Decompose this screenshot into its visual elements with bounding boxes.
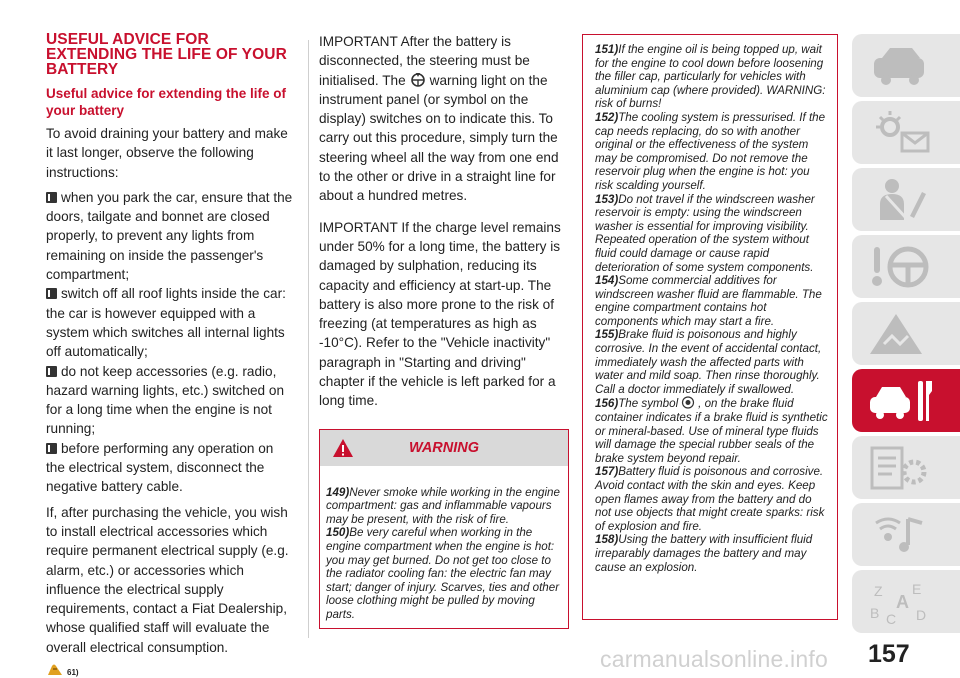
section-subheading: Useful advice for extending the life of your battery — [46, 86, 287, 118]
list-item: switch off all roof lights inside the car: the car is however equipped with a system which switches all internal lights off automatically; — [46, 286, 286, 360]
tab-index[interactable] — [852, 570, 960, 633]
note: 155)Brake fluid is poisonous and highly corrosive. In the event of accidental contact, immediately wash the affected parts with water and mild soap. Then rinse thoroughly. Call a doctor immediately if swallowed. — [595, 328, 822, 396]
tab-lights-warnings[interactable] — [852, 101, 960, 164]
warning-light-icon — [866, 109, 936, 157]
bullet-icon — [46, 288, 57, 299]
column-1 — [46, 32, 296, 677]
chapter-tabs — [852, 34, 960, 637]
column-2 — [319, 32, 569, 629]
svg-text:C: C — [886, 611, 897, 626]
index-letters-icon — [866, 578, 936, 626]
list-item: when you park the car, ensure that the doors, tailgate and bonnet are closed properly, to prevent any lights from remaining on inside the passenger's compartment; — [46, 189, 293, 283]
seatbelt-icon — [866, 176, 936, 224]
important-charge-paragraph: IMPORTANT If the charge level remains under 50% for a long time, the battery is damaged by sulphation, reducing its capacity and efficiency at start-up. The battery is also more prone to the risk of freezing (at temperatures as high as -10°C). Refer to the "Vehicle inactivity" paragraph in "Starting and driving" chapter if the vehicle is left parked for a long time. — [319, 219, 561, 409]
column-divider — [308, 40, 309, 638]
warning-box — [319, 429, 569, 629]
svg-text:D: D — [916, 607, 927, 623]
steering-wheel-icon — [866, 243, 936, 291]
svg-text:E: E — [912, 581, 922, 597]
music-note-icon — [866, 511, 936, 559]
watermark: carmanualsonline.info — [600, 646, 828, 672]
warning-title: WARNING — [408, 439, 480, 456]
list-item: do not keep accessories (e.g. radio, hazard warning lights, etc.) switched on for a long time when the engine is not running; — [46, 363, 285, 437]
list-item: before performing any operation on the electrical system, disconnect the negative battery cable. — [46, 440, 274, 495]
warning-note: 149)Never smoke while working in the engine compartment: gas and inflammable vapours may be present, with the risk of fire. — [326, 485, 560, 526]
reference-note: 61) — [46, 663, 296, 677]
note: 157)Battery fluid is poisonous and corrosive. Avoid contact with the skin and eyes. Keep open flames away from the battery and do not use objects that might create sparks: risk of explosion and fire. — [595, 465, 825, 533]
tab-multimedia[interactable] — [852, 503, 960, 566]
column-3-notes — [582, 34, 838, 620]
tab-maintenance[interactable] — [852, 369, 960, 432]
section-heading: USEFUL ADVICE FOR EXTENDING THE LIFE OF YOUR BATTERY — [46, 31, 287, 78]
note: 152)The cooling system is pressurised. If the cap needs replacing, do so with another original or the effectiveness of the system may be compromised. Do not remove the reservoir plug when the engine is hot: you risk scalding yourself. — [595, 110, 826, 192]
tab-safety[interactable] — [852, 168, 960, 231]
intro-paragraph: To avoid draining your battery and make it last longer, observe the following instructions: — [46, 126, 288, 180]
svg-text:B: B — [870, 605, 880, 621]
gear-document-icon — [866, 444, 936, 492]
svg-text:Z: Z — [874, 583, 883, 599]
important-steering-paragraph: IMPORTANT After the battery is disconnected, the steering must be initialised. The warning light on the instrument panel (or symbol on the display) switches on to indicate this. To carry out this procedure, simply turn the steering wheel all the way from one end to the other or drive in a straight line for about a hundred metres. — [319, 34, 559, 204]
warning-note: 150)Be very careful when working in the engine compartment when the engine is hot: you may get burned. Do not get too close to the radiator cooling fan: the electric fan may start; danger of injury. Scarves, ties and other loose clothing might be pulled by moving parts. — [326, 526, 560, 621]
svg-text:A: A — [896, 592, 909, 612]
tab-starting-driving[interactable] — [852, 235, 960, 298]
warning-body — [320, 466, 568, 628]
note: 158)Using the battery with insufficient fluid irreparably damages the battery and may cause an explosion. — [595, 533, 813, 574]
accessories-paragraph: If, after purchasing the vehicle, you wish to install electrical accessories which require permanent electrical supply (e.g. alarm, etc.) or accessories which influence the electrical supply requirements, contact a Fiat Dealership, whose qualified staff will evaluate the overall electrical consumption. — [46, 504, 289, 655]
tab-emergency[interactable] — [852, 302, 960, 365]
emergency-icon — [866, 310, 936, 358]
tab-dashboard[interactable] — [852, 34, 960, 97]
note: 156)The symbol , on the brake fluid container indicates if a brake fluid is synthetic or mineral-based. Use of mineral type fluids will damage the special rubber seals of the brake system beyond repair. — [595, 397, 828, 465]
brake-fluid-symbol-icon — [680, 396, 696, 409]
bullet-icon — [46, 192, 57, 203]
page-number: 157 — [868, 640, 910, 668]
bullet-icon — [46, 366, 57, 377]
note: 154)Some commercial additives for windscreen washer fluid are flammable. The engine compartment contains hot components which may start a fire. — [595, 274, 822, 328]
hand-icon — [46, 663, 64, 677]
car-dashboard-icon — [866, 42, 936, 90]
warning-header — [320, 430, 568, 466]
tab-technical-data[interactable] — [852, 436, 960, 499]
bullet-icon — [46, 443, 57, 454]
car-wrench-icon — [866, 377, 936, 425]
steering-warning-light-icon — [408, 72, 428, 87]
note: 151)If the engine oil is being topped up, wait for the engine to cool down before loosening the filler cap, particularly for vehicles with aluminium cap (where provided). WARNING: risk of burns! — [595, 43, 826, 111]
note: 153)Do not travel if the windscreen washer reservoir is empty: using the windscreen washer is essential for improving visibility. Repeated operation of the system without fluid could damage or cause rapid deterioration of some system components. — [595, 192, 815, 274]
